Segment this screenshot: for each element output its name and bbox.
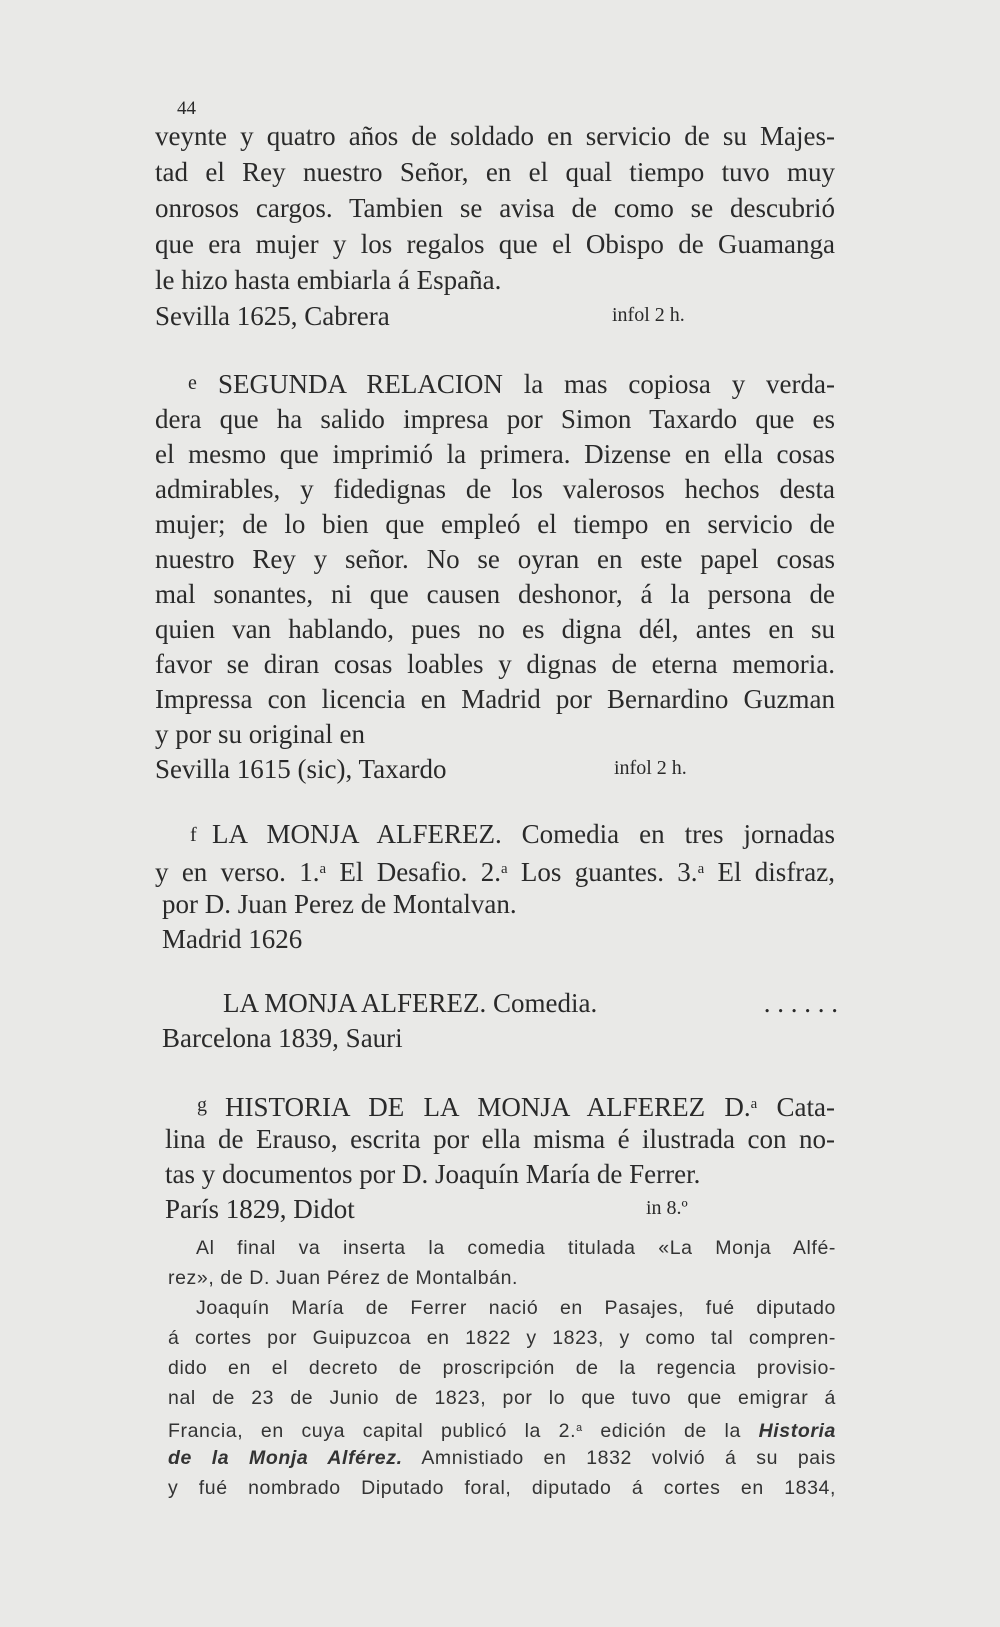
note-p1-line-1: Al final va inserta la comedia titulada «La Monja Alfé- [196, 1237, 836, 1259]
entry-g-line-1: HISTORIA DE LA MONJA ALFEREZ D.$^a$ Cata- [225, 1092, 835, 1123]
entry-f-line-1: LA MONJA ALFEREZ. Comedia en tres jornadas [212, 819, 835, 849]
entry-e-format: infol 2 h. [614, 757, 687, 779]
entry-e-line-11: y por su original en [155, 719, 365, 749]
entry-d-line-3: onrosos cargos. Tambien se avisa de como se descubrió [155, 193, 835, 223]
entry-e-line-7: mal sonantes, ni que causen deshonor, á la persona de [155, 579, 835, 609]
entry-f2-title: LA MONJA ALFEREZ. Comedia. [223, 988, 598, 1018]
entry-e-line-4: admirables, y fidedignas de los valerosos hechos desta [155, 474, 835, 504]
entry-d-format: infol 2 h. [612, 304, 685, 326]
entry-e-letter: e [188, 372, 197, 394]
entry-f-line-3: por D. Juan Perez de Montalvan. [162, 889, 517, 919]
entry-e-line-2: dera que ha salido impresa por Simon Taxardo que es [155, 404, 835, 434]
entry-e-line-5: mujer; de lo bien que empleó el tiempo en servicio de [155, 509, 835, 539]
note-p2-line-5: Francia, en cuya capital publicó la 2.$^a$ edición de la Historia [168, 1419, 836, 1442]
entry-d-line-4: que era mujer y los regalos que el Obispo de Guamanga [155, 229, 835, 259]
page-number: 44 [177, 98, 196, 119]
entry-e-line-3: el mesmo que imprimió la primera. Dizense en ella cosas [155, 439, 835, 469]
entry-g-format: in 8.º [646, 1197, 688, 1219]
entry-g-line-3: tas y documentos por D. Joaquín María de Ferrer. [165, 1159, 701, 1189]
entry-e-line-8: quien van hablando, pues no es digna dél, antes en su [155, 614, 835, 644]
entry-f2-dots: . . . . . . [763, 988, 838, 1018]
entry-e-line-9: favor se diran cosas loables y dignas de eterna memoria. [155, 649, 835, 679]
entry-d-line-2: tad el Rey nuestro Señor, en el qual tiempo tuvo muy [155, 157, 835, 187]
entry-e-line-1: SEGUNDA RELACION la mas copiosa y verda- [218, 369, 835, 399]
note-p2-line-6: de la Monja Alférez. Amnistiado en 1832 volvió á su pais [168, 1447, 836, 1469]
entry-e-line-6: nuestro Rey y señor. No se oyran en este papel cosas [155, 544, 835, 574]
note-p1-line-2: rez», de D. Juan Pérez de Montalbán. [168, 1267, 519, 1289]
entry-d-line-5: le hizo hasta embiarla á España. [155, 265, 502, 295]
note-p2-line-1: Joaquín María de Ferrer nació en Pasajes, fué diputado [196, 1297, 836, 1319]
note-p2-line-7: y fué nombrado Diputado foral, diputado á cortes en 1834, [168, 1477, 836, 1499]
entry-f-letter: f [190, 824, 197, 846]
entry-f-imprint: Madrid 1626 [162, 924, 303, 954]
entry-d-line-1: veynte y quatro años de soldado en servicio de su Majes- [155, 121, 835, 151]
note-p2-line-3: dido en el decreto de proscripción de la regencia provisio- [168, 1357, 836, 1379]
entry-e-line-10: Impressa con licencia en Madrid por Bernardino Guzman [155, 684, 835, 714]
entry-f-line-2: y en verso. 1.$^a$ El Desafio. 2.$^a$ Los guantes. 3.$^a$ El disfraz, [155, 857, 836, 888]
entry-g-imprint: París 1829, Didot [165, 1194, 355, 1224]
entry-g-line-2: lina de Erauso, escrita por ella misma é ilustrada con no- [165, 1124, 835, 1154]
entry-f2-imprint: Barcelona 1839, Sauri [162, 1023, 403, 1053]
note-p2-line-2: á cortes por Guipuzcoa en 1822 y 1823, y como tal compren- [168, 1327, 836, 1349]
entry-g-letter: g [197, 1094, 207, 1116]
entry-d-imprint: Sevilla 1625, Cabrera [155, 301, 390, 331]
entry-e-imprint: Sevilla 1615 (sic), Taxardo [155, 754, 447, 784]
note-p2-line-4: nal de 23 de Junio de 1823, por lo que tuvo que emigrar á [168, 1387, 836, 1409]
